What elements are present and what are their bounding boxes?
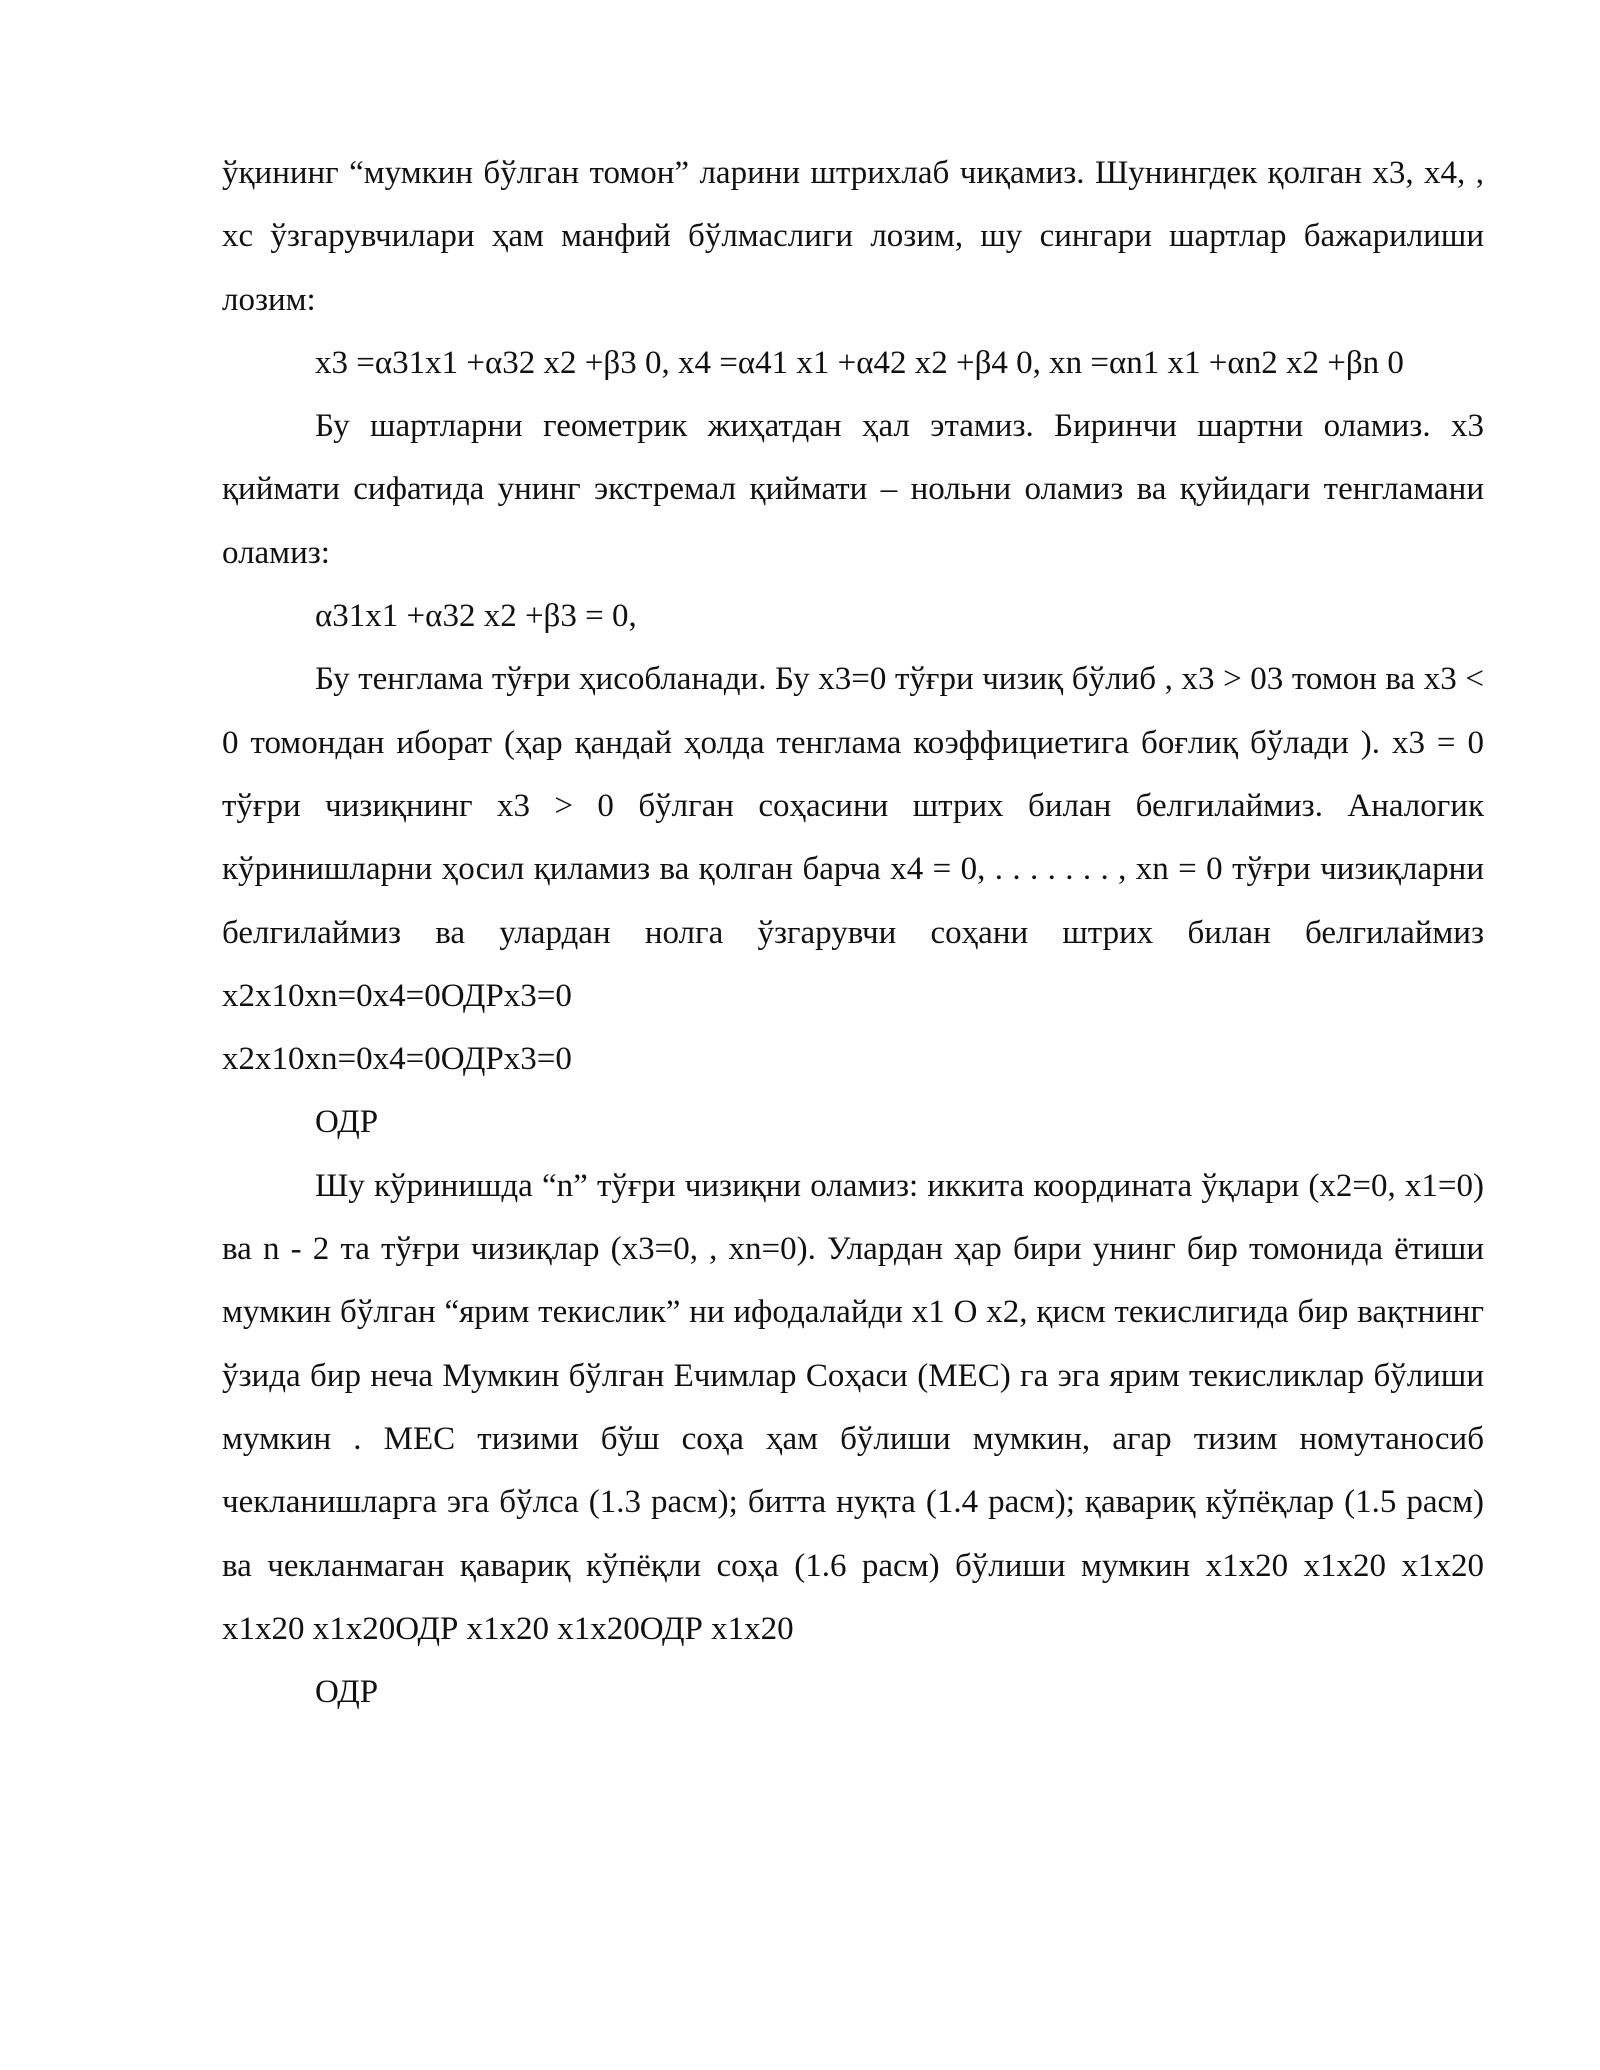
paragraph-geometric-solution: Бу шартларни геометрик жиҳатдан ҳал этамиз. Биринчи шартни оламиз. x3 қиймати сифатида унинг экстремал қиймати – нольни оламиз ва қуйидаги тенгламани оламиз:: [222, 408, 1484, 571]
paragraph-conditions-formula: x3 =α31x1 +α32 x2 +β3 0, x4 =α41 x1 +α42 x2 +β4 0, xn =αn1 x1 +αn2 x2 +βn 0: [315, 344, 1404, 381]
paragraph-line-description: Бу тенглама тўғри ҳисобланади. Бу x3=0 тўғри чизиқ бўлиб , x3 > 03 томон ва x3 < 0 томондан иборат (ҳар қандай ҳолда тенглама коэффициетига боғлиқ бўлади ). x3 = 0 тўғри чизиқнинг x3 > 0 бўлган соҳасини штрих билан белгилаймиз. Аналогик кўринишларни ҳосил қиламиз ва қолган барча x4 = 0, . . . . . . . , xn = 0 тўғри чизиқларни белгилаймиз ва улардан нолга ўзгарувчи соҳани штрих билан белгилаймиз x2x10xn=0x4=0ОДРx3=0: [222, 661, 1484, 1014]
paragraph-figure-label: x2x10xn=0x4=0ОДРx3=0: [222, 1041, 572, 1078]
paragraph-continuation: ўқининг “мумкин бўлган томон” ларини штрихлаб чиқамиз. Шунингдек қолган x3, x4, , xс ўзгарувчилари ҳам манфий бўлмаслиги лозим, шу сингари шартлар бажарилиши лозим:: [222, 155, 1484, 318]
paragraph-half-planes: Шу кўринишда “n” тўғри чизиқни оламиз: иккита координата ўқлари (x2=0, x1=0) ва n - 2 та тўғри чизиқлар (x3=0, , xn=0). Улардан ҳар бири унинг бир томонида ётиши мумкин бўлган “ярим текислик” ни ифодалайди x1 O x2, қисм текислигида бир вақтнинг ўзида бир неча Мумкин бўлган Ечимлар Соҳаси (МЕС) га эга ярим текисликлар бўлиши мумкин . МЕС тизими бўш соҳа ҳам бўлиши мумкин, агар тизим номутаносиб чекланишларга эга бўлса (1.3 расм); битта нуқта (1.4 расм); қавариқ кўпёқлар (1.5 расм) ва чекланмаган қавариқ кўпёқли соҳа (1.6 расм) бўлиши мумкин x1x20 x1x20 x1x20 x1x20 x1x20ОДР x1x20 x1x20ОДР x1x20: [222, 1167, 1484, 1647]
paragraph-odr-label: ОДР: [315, 1104, 379, 1141]
paragraph-equation: α31x1 +α32 x2 +β3 = 0,: [315, 598, 637, 635]
paragraph-odr-label-end: ОДР: [315, 1674, 379, 1711]
document-body: [222, 142, 1484, 1724]
